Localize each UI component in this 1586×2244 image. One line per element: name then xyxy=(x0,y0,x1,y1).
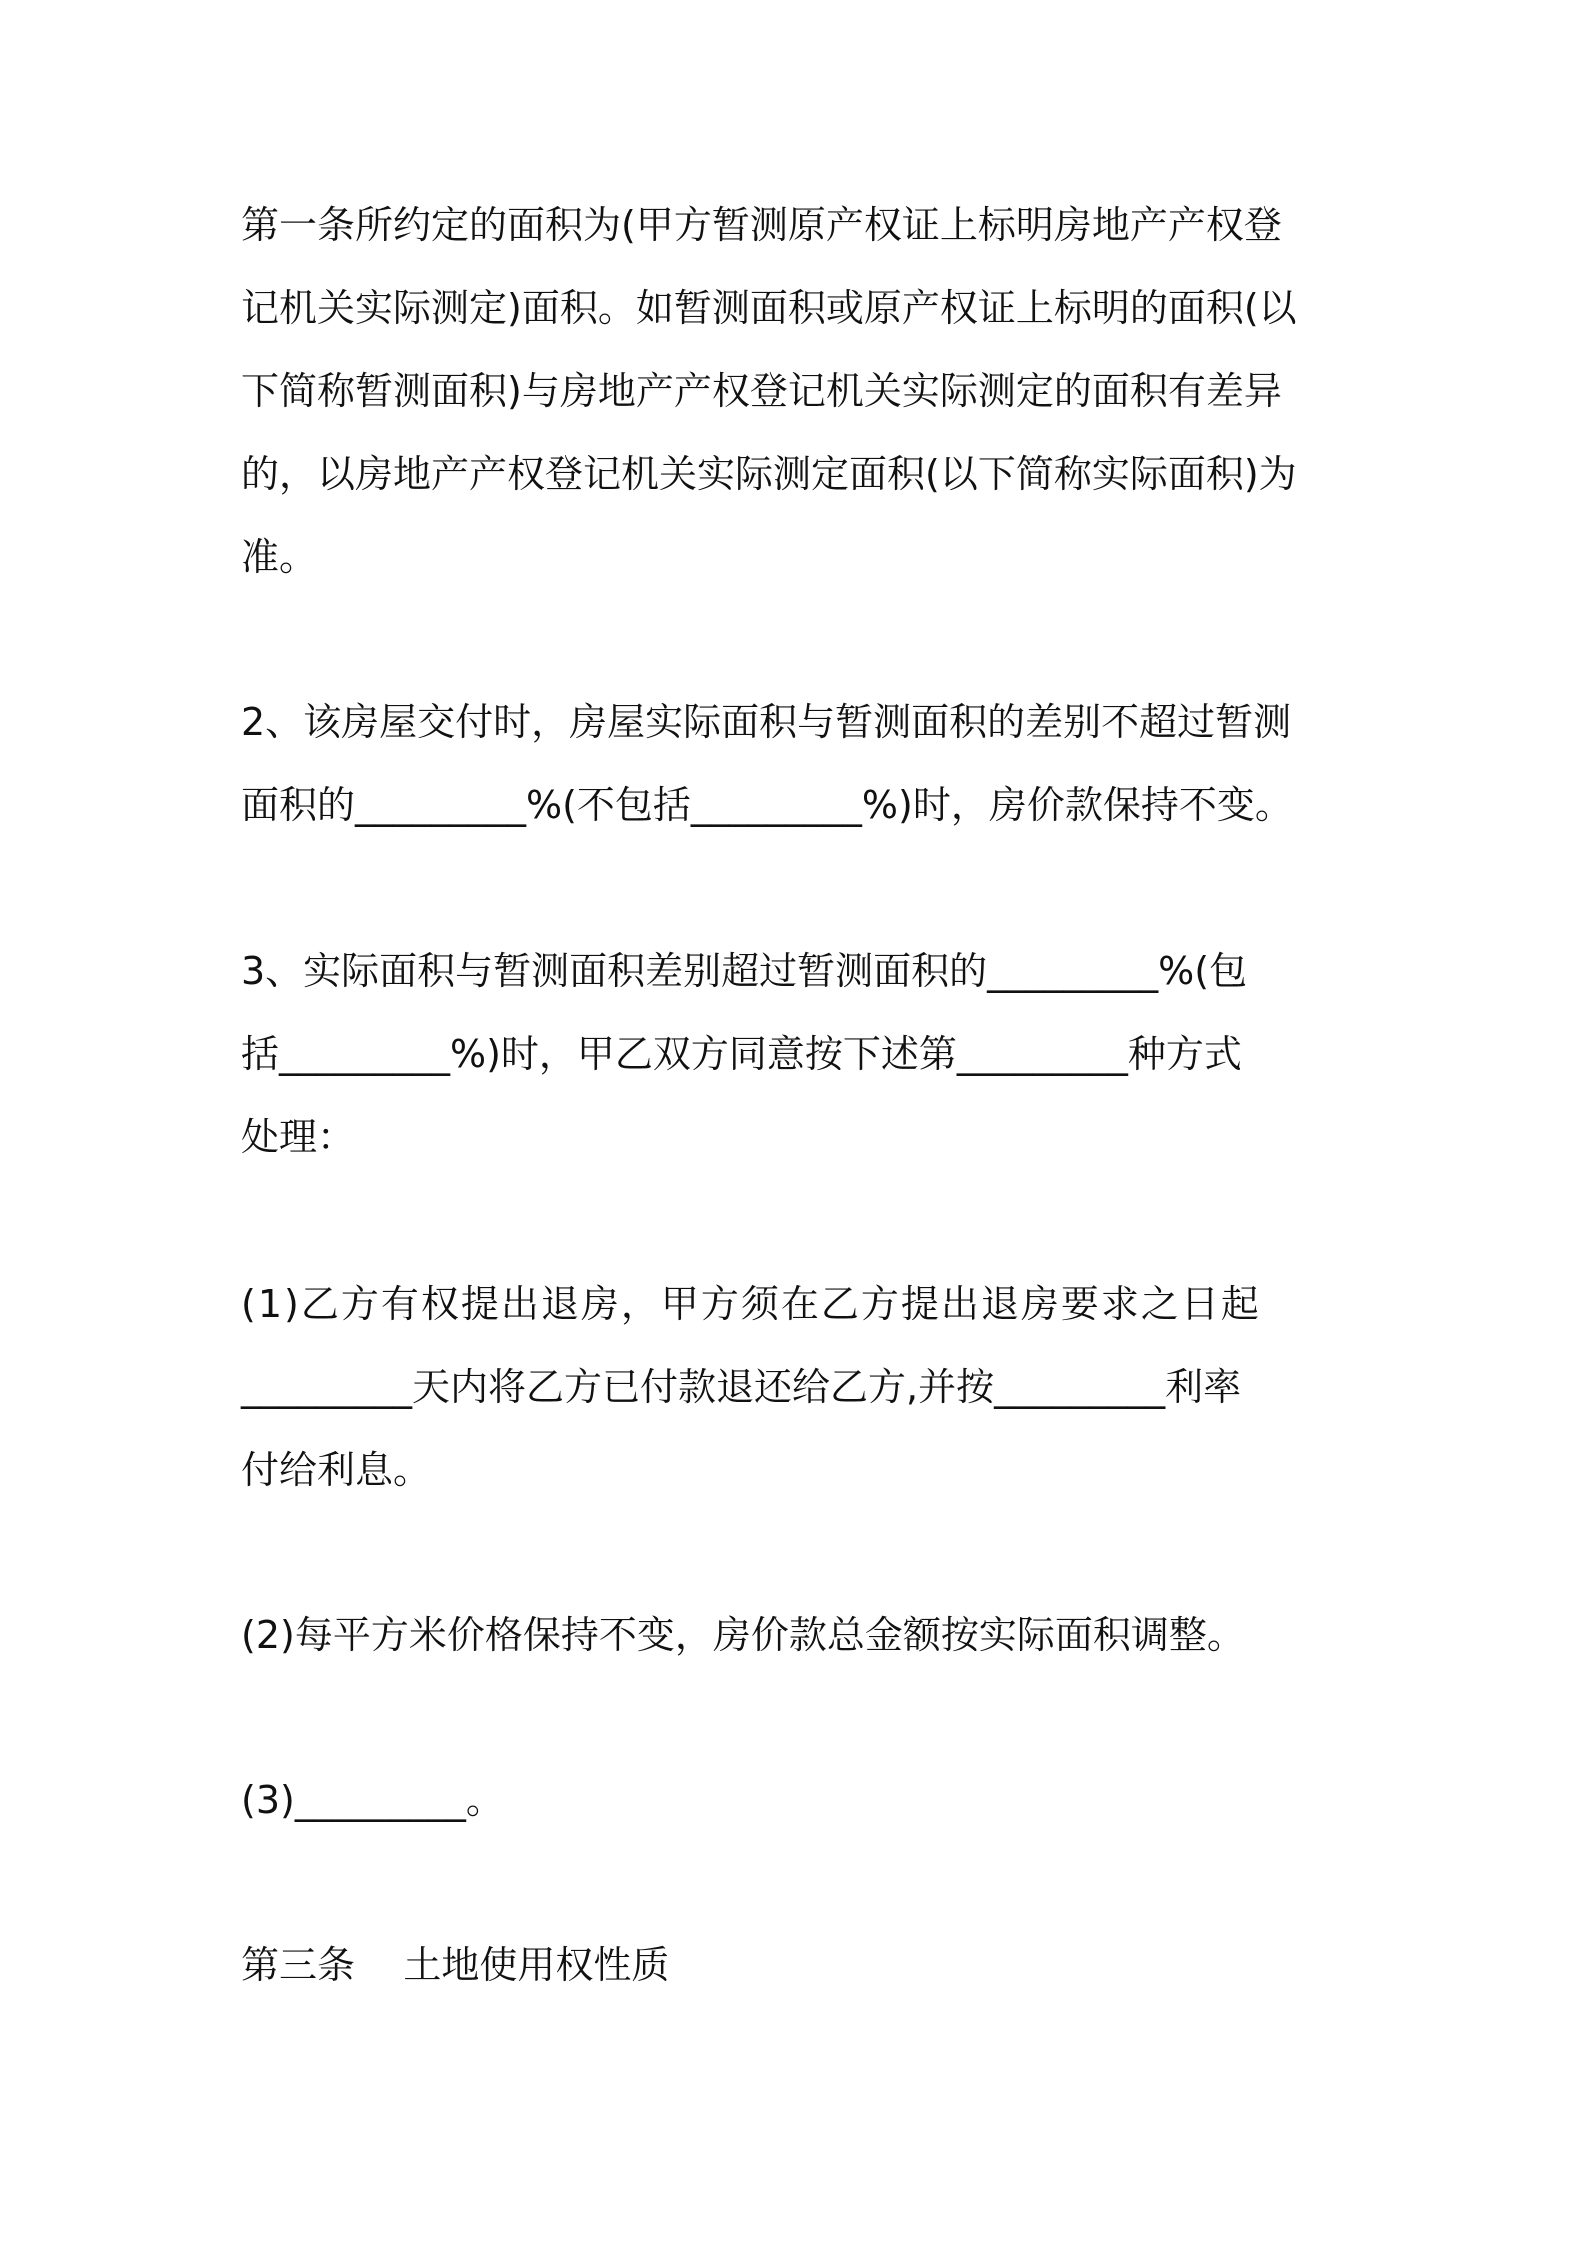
paragraph-4-line-2: _________天内将乙方已付款退还给乙方,并按_________利率 xyxy=(241,1365,1242,1409)
section-heading: 第三条 土地使用权性质 xyxy=(241,1943,670,1987)
paragraph-4-line-3: 付给利息。 xyxy=(241,1448,432,1492)
paragraph-1-line-5: 准。 xyxy=(241,535,318,579)
paragraph-2-line-1: 2、该房屋交付时，房屋实际面积与暂测面积的差别不超过暂测 xyxy=(241,700,1292,744)
paragraph-1-line-1: 第一条所约定的面积为(甲方暂测原产权证上标明房地产产权登 xyxy=(241,203,1282,247)
paragraph-1-line-3: 下简称暂测面积)与房地产产权登记机关实际测定的面积有差异 xyxy=(241,369,1282,413)
paragraph-6-line-1: (3)_________。 xyxy=(241,1778,504,1822)
paragraph-3-line-1: 3、实际面积与暂测面积差别超过暂测面积的_________%(包 xyxy=(241,949,1248,993)
paragraph-3-line-3: 处理： xyxy=(241,1115,356,1159)
paragraph-3-line-2: 括_________%)时，甲乙双方同意按下述第_________种方式 xyxy=(241,1032,1242,1076)
paragraph-2-line-2: 面积的_________%(不包括_________%)时，房价款保持不变。 xyxy=(241,783,1293,827)
paragraph-1-line-2: 记机关实际测定)面积。如暂测面积或原产权证上标明的面积(以 xyxy=(241,286,1297,330)
paragraph-1-line-4: 的，以房地产产权登记机关实际测定面积(以下简称实际面积)为 xyxy=(241,452,1297,496)
paragraph-4-line-1: (1)乙方有权提出退房，甲方须在乙方提出退房要求之日起 xyxy=(241,1282,1261,1326)
paragraph-5-line-1: (2)每平方米价格保持不变，房价款总金额按实际面积调整。 xyxy=(241,1613,1245,1657)
